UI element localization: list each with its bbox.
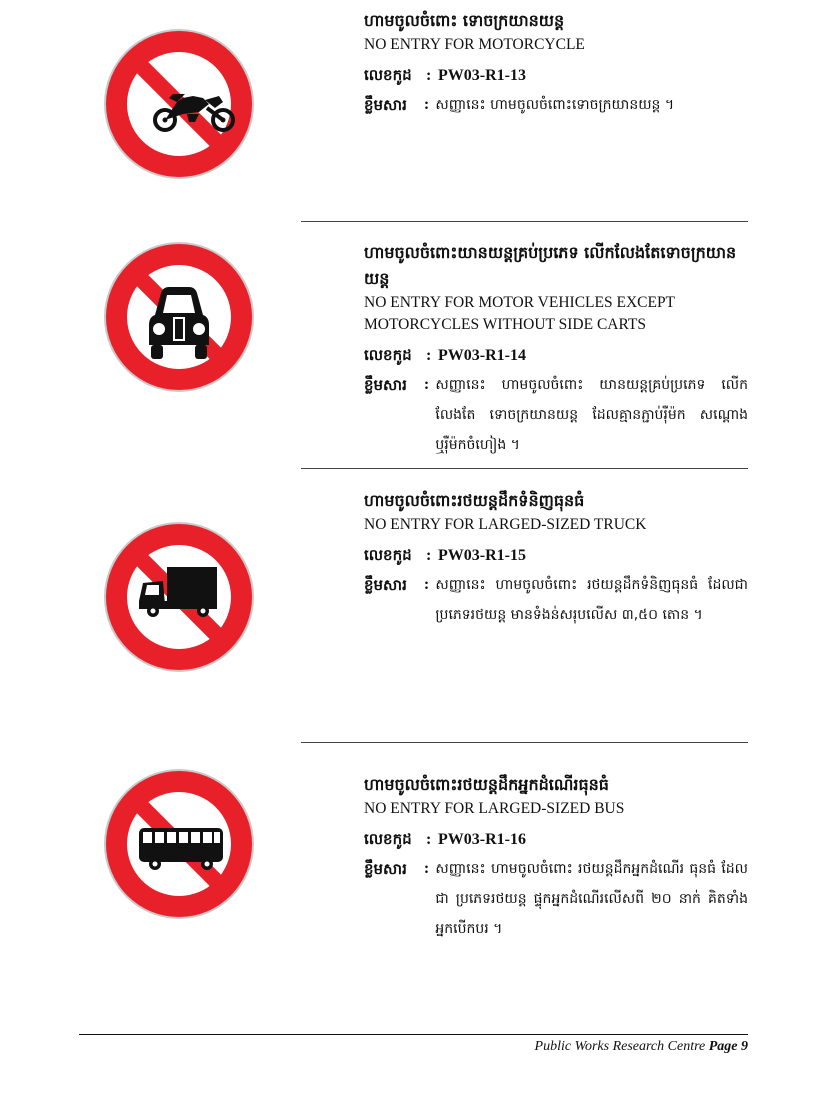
meaning-label: ខ្លឹមសារ bbox=[364, 96, 407, 114]
motorcycle-icon bbox=[103, 28, 255, 180]
car-icon bbox=[103, 241, 255, 393]
no-entry-motorcycle-sign bbox=[103, 28, 255, 180]
colon: : bbox=[426, 347, 432, 364]
colon: : bbox=[423, 860, 430, 877]
section-divider bbox=[301, 742, 748, 743]
truck-icon bbox=[103, 521, 255, 673]
colon: : bbox=[423, 376, 430, 393]
bus-icon bbox=[103, 768, 255, 920]
sign-code: PW03-R1-13 bbox=[438, 67, 526, 84]
code-label: លេខកូដ bbox=[364, 346, 412, 364]
sign-en-title: NO ENTRY FOR LARGED-SIZED TRUCK bbox=[364, 516, 647, 533]
sign-kh-title: ហាមចូលចំពោះ ទោចក្រយានយន្ត bbox=[364, 11, 565, 30]
colon: : bbox=[426, 547, 432, 564]
sign-kh-title: ហាមចូលចំពោះរថយន្តដឹកអ្នកដំណើរធុនធំ bbox=[364, 775, 609, 794]
sign-kh-title: ហាមចូលចំពោះយានយន្តគ្រប់ប្រភេទ លើកលែងតែទោចក្រយានយន្ត bbox=[364, 243, 737, 288]
colon: : bbox=[426, 831, 432, 848]
code-label: លេខកូដ bbox=[364, 546, 412, 564]
page-number: Page 9 bbox=[708, 1039, 748, 1054]
colon: : bbox=[423, 96, 430, 113]
sign-en-title: NO ENTRY FOR LARGED-SIZED BUS bbox=[364, 800, 625, 817]
code-label: លេខកូដ bbox=[364, 830, 412, 848]
footer-org: Public Works Research Centre bbox=[534, 1039, 706, 1054]
sign-kh-title: ហាមចូលចំពោះរថយន្តដឹកទំនិញធុនធំ bbox=[364, 491, 585, 510]
sign-meaning: សញ្ញានេះ ហាមចូលចំពោះ រថយន្តដឹកទំនិញធុនធំ ដែលជាប្រភេទរថយន្ត មានទំងន់សរុបលើស ៣,៥០ តោន ។ bbox=[435, 577, 748, 623]
sign-en-title: NO ENTRY FOR MOTORCYCLE bbox=[364, 36, 585, 53]
sign-code: PW03-R1-15 bbox=[438, 547, 526, 564]
no-entry-motor-vehicles-sign bbox=[103, 241, 255, 393]
sign-en-title: NO ENTRY FOR MOTOR VEHICLES EXCEPT MOTORCYCLES WITHOUT SIDE CARTS bbox=[364, 294, 675, 333]
sign-meaning: សញ្ញានេះ ហាមចូលចំពោះទោចក្រយានយន្ត ។ bbox=[435, 97, 675, 113]
meaning-label: ខ្លឹមសារ bbox=[364, 860, 407, 878]
meaning-label: ខ្លឹមសារ bbox=[364, 576, 407, 594]
no-entry-truck-sign bbox=[103, 521, 255, 673]
colon: : bbox=[423, 576, 430, 593]
sign-code: PW03-R1-14 bbox=[438, 347, 526, 364]
meaning-label: ខ្លឹមសារ bbox=[364, 376, 407, 394]
no-entry-bus-sign bbox=[103, 768, 255, 920]
code-label: លេខកូដ bbox=[364, 66, 412, 84]
footer-rule bbox=[79, 1034, 748, 1035]
colon: : bbox=[426, 67, 432, 84]
sign-code: PW03-R1-16 bbox=[438, 831, 526, 848]
section-divider bbox=[301, 221, 748, 222]
page-footer bbox=[535, 1039, 748, 1055]
sign-meaning: សញ្ញានេះ ហាមចូលចំពោះ រថយន្តដឹកអ្នកដំណើរ ធុនធំ ដែលជា ប្រភេទរថយន្ត ផ្ទុកអ្នកដំណើរលើសពី ២០ នាក់ គិតទាំងអ្នកបើកបរ ។ bbox=[435, 861, 748, 937]
section-divider bbox=[301, 468, 748, 469]
sign-meaning: សញ្ញានេះ ហាមចូលចំពោះ យានយន្តគ្រប់ប្រភេទ លើកលែងតែ ទោចក្រយានយន្ត ដែលគ្មានភ្ជាប់រ៉ឺម៉ក សណ្តោង ឬរ៉ឺម៉កចំហៀង ។ bbox=[435, 377, 748, 453]
